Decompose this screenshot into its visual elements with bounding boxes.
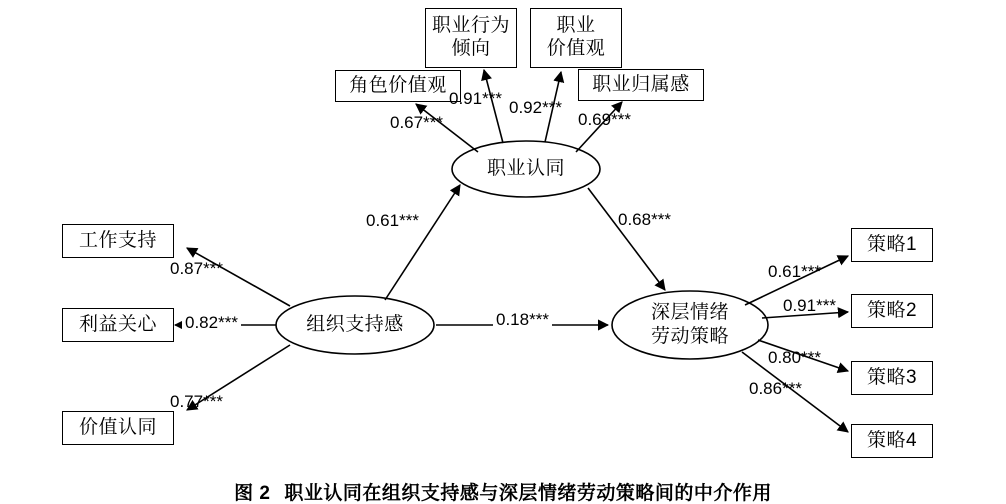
node-occupational-behavior-tendency <box>425 8 517 68</box>
deep-acting-strategy-text-line2: 劳动策略 <box>650 326 729 347</box>
node-strategy-4 <box>851 424 933 458</box>
coefficient-support-to-identity: 0.61*** <box>366 211 419 230</box>
label-perceived-organizational-support <box>276 311 434 339</box>
value-identification-label: 价值认同 <box>78 417 157 439</box>
node-occupational-values <box>530 8 622 68</box>
coefficient-identity-to-deep-acting: 0.68*** <box>618 210 671 229</box>
work-support-label: 工作支持 <box>78 230 157 252</box>
coefficient-support-to-work-support: 0.87*** <box>170 259 223 278</box>
perceived-organizational-support-text: 组织支持感 <box>306 314 404 336</box>
path-support-to-identity <box>385 185 460 300</box>
strategy-2-label: 策略2 <box>866 300 918 322</box>
coefficient-support-to-value-identification: 0.77*** <box>170 392 223 411</box>
benefit-concern-label: 利益关心 <box>78 314 157 336</box>
occupational-values-label-line2: 价值观 <box>546 38 606 59</box>
node-work-support <box>62 224 174 258</box>
node-occupational-belonging <box>578 69 704 101</box>
coefficient-support-to-deep-acting: 0.18*** <box>493 310 552 330</box>
figure-caption <box>0 478 1006 504</box>
strategy-3-label: 策略3 <box>866 367 918 389</box>
coefficient-deep-acting-to-strategy-3: 0.80*** <box>768 348 821 367</box>
path-identity-to-deep-acting <box>588 188 665 290</box>
occupational-values-label-line1: 职业 <box>556 15 596 37</box>
strategy-1-label: 策略1 <box>866 234 918 256</box>
coefficient-support-to-benefit-concern: 0.82*** <box>182 313 241 333</box>
figure-caption-text: 职业认同在组织支持感与深层情绪劳动策略间的中介作用 <box>284 483 772 504</box>
node-benefit-concern <box>62 308 174 342</box>
occupational-belonging-label: 职业归属感 <box>592 74 690 96</box>
coefficient-identity-to-belonging: 0.69*** <box>578 110 631 129</box>
role-values-label: 角色价值观 <box>349 75 447 97</box>
node-value-identification <box>62 411 174 445</box>
node-strategy-2 <box>851 294 933 328</box>
label-occupational-identity <box>452 155 600 183</box>
figure-caption-number: 图 2 <box>234 483 271 504</box>
strategy-4-label: 策略4 <box>866 430 918 452</box>
coefficient-identity-to-behavior-tendency: 0.91*** <box>449 89 502 108</box>
occupational-identity-text: 职业认同 <box>486 158 565 180</box>
coefficient-deep-acting-to-strategy-4: 0.86*** <box>749 379 802 398</box>
occupational-behavior-tendency-label-line2: 倾向 <box>451 38 491 59</box>
node-strategy-1 <box>851 228 933 262</box>
coefficient-deep-acting-to-strategy-2: 0.91*** <box>783 296 836 315</box>
node-role-values <box>335 70 461 102</box>
occupational-behavior-tendency-label-line1: 职业行为 <box>431 15 510 37</box>
coefficient-identity-to-role-values: 0.67*** <box>390 113 443 132</box>
label-deep-acting-strategy <box>612 298 768 352</box>
coefficient-deep-acting-to-strategy-1: 0.61*** <box>768 262 821 281</box>
node-strategy-3 <box>851 361 933 395</box>
deep-acting-strategy-text-line1: 深层情绪 <box>650 302 729 324</box>
coefficient-identity-to-occupational-values: 0.92*** <box>509 98 562 117</box>
